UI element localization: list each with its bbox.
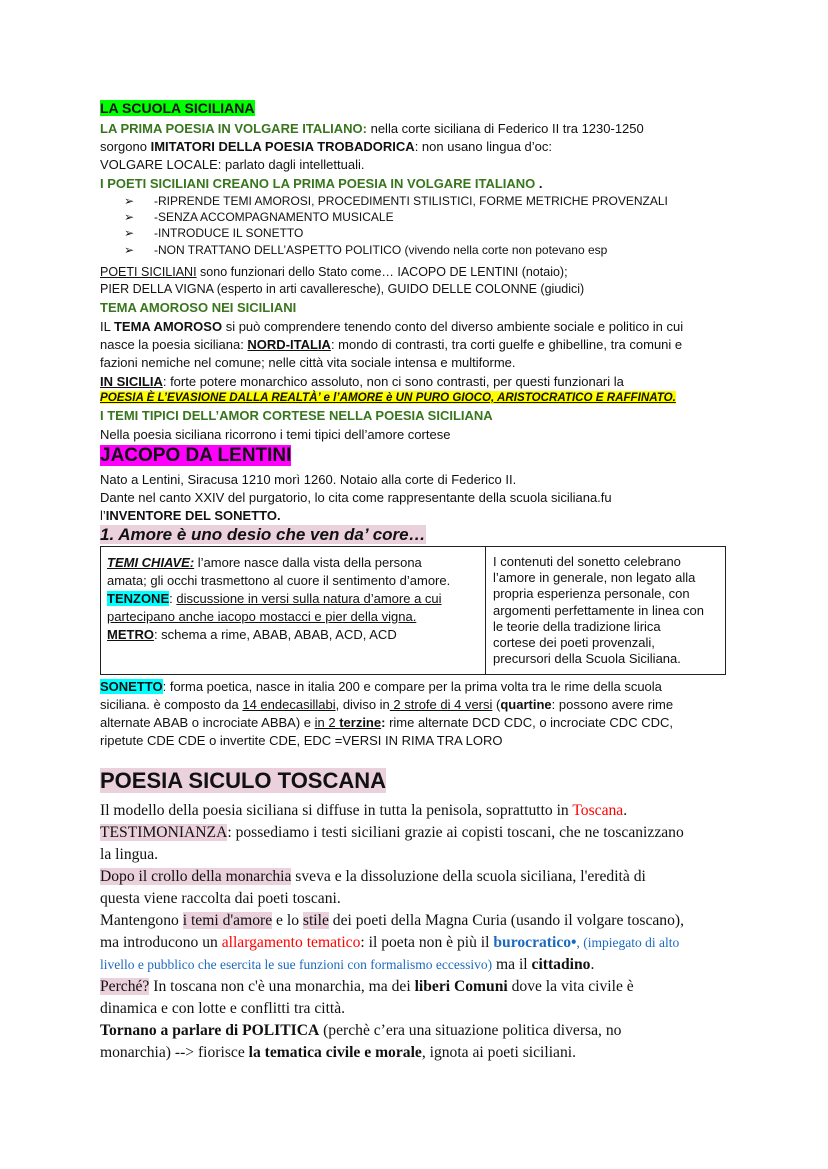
jacopo-line-2: Dante nel canto XXIV del purgatorio, lo cita come rappresentante della scuola siciliana.fu (100, 490, 612, 505)
tenzone-line-2: partecipano anche iacopo mostacci e pier della vigna. (107, 609, 417, 624)
siculo-p4: Dopo il crollo della monarchia sveva e la dissoluzione della scuola siciliana, l'eredità di (100, 868, 646, 885)
section-title-jacopo: JACOPO DA LENTINI (100, 445, 292, 466)
siculo-p5: questa viene raccolta dai poeti toscani. (100, 890, 341, 907)
table-divider (485, 547, 486, 674)
tema-line-3: fazioni nemiche nel comune; nelle città vita sociale intensa e multiforme. (100, 355, 516, 370)
section-title-siculo-toscana: POESIA SICULO TOSCANA (100, 768, 387, 793)
tenzone-line-1: TENZONE: discussione in versi sulla natura d’amore a cui (107, 591, 442, 606)
funzionari-line-1: POETI SICILIANI sono funzionari dello Stato come… IACOPO DE LENTINI (notaio); (100, 265, 568, 279)
right-cell-line: I contenuti del sonetto celebrano (493, 554, 681, 569)
table-cell-left (107, 554, 483, 644)
bullet-item: ➢ -SENZA ACCOMPAGNAMENTO MUSICALE (124, 210, 394, 224)
siculo-p2: TESTIMONIANZA: possediamo i testi siciliani grazie ai copisti toscani, che ne toscanizzano (100, 824, 684, 841)
arrow-bullet-icon: ➢ (124, 243, 135, 257)
temi-chiave-line-2: amata; gli occhi trasmettono al cuore il sentimento d’amore. (107, 573, 451, 588)
intro-line-1: LA PRIMA POESIA IN VOLGARE ITALIANO: nella corte siciliana di Federico II tra 1230-1250 (100, 121, 644, 136)
siculo-p8: livello e pubblico che esercita le sue funzioni con formalismo eccessivo) ma il cittadino. (100, 956, 595, 973)
right-cell-line: propria esperienza personale, con (493, 586, 690, 602)
section-title-scuola-siciliana: LA SCUOLA SICILIANA (100, 100, 255, 116)
sonetto-title: 1. Amore è uno desio che ven da’ core… (100, 525, 426, 544)
siculo-p6: Mantengono i temi d'amore e lo stile dei poeti della Magna Curia (usando il volgare toscano), (100, 912, 684, 929)
arrow-bullet-icon: ➢ (124, 210, 135, 224)
temi-tipici-heading: I TEMI TIPICI DELL’AMOR CORTESE NELLA POESIA SICILIANA (100, 408, 493, 423)
sonetto-def-line-1: SONETTO: forma poetica, nasce in italia 200 e compare per la prima volta tra le rime della scuola (100, 679, 662, 694)
intro-line-2: sorgono IMITATORI DELLA POESIA TROBADORICA: non usano lingua d’oc: (100, 139, 553, 154)
tema-line-1: IL TEMA AMOROSO si può comprendere tenendo conto del diverso ambiente sociale e politico in cui (100, 319, 684, 334)
funzionari-line-2: PIER DELLA VIGNA (esperto in arti cavalleresche), GUIDO DELLE COLONNE (giudici) (100, 282, 585, 296)
metro-line: METRO: schema a rime, ABAB, ABAB, ACD, ACD (107, 627, 397, 642)
evasione-highlight: POESIA È L’EVASIONE DALLA REALTÀ’ e l’AMORE è UN PURO GIOCO, ARISTOCRATICO E RAFFINATO. (100, 391, 676, 404)
jacopo-line-3: l’INVENTORE DEL SONETTO. (100, 508, 281, 523)
sonetto-def-line-4: ripetute CDE CDE o invertite CDE, EDC =VERSI IN RIMA TRA LORO (100, 733, 503, 748)
siculo-p10: dinamica e con lotte e conflitti tra città. (100, 1000, 346, 1017)
table-cell-right (493, 554, 721, 667)
siculo-p11: Tornano a parlare di POLITICA (perchè c’era una situazione politica diversa, no (100, 1022, 622, 1039)
sonetto-def-line-3: alternate ABAB o incrociate ABBA) e in 2 terzine: rime alternate DCD CDC, o incrociate CDC CDC, (100, 715, 673, 730)
bullet-item: ➢ -RIPRENDE TEMI AMOROSI, PROCEDIMENTI STILISTICI, FORME METRICHE PROVENZALI (124, 194, 668, 208)
poeti-heading: I POETI SICILIANI CREANO LA PRIMA POESIA IN VOLGARE ITALIANO . (100, 176, 543, 191)
siculo-p1: Il modello della poesia siciliana si diffuse in tutta la penisola, soprattutto in Toscana. (100, 802, 628, 819)
right-cell-line: cortese dei poeti provenzali, (493, 635, 655, 651)
right-cell-line: le teorie della tradizione lirica (493, 618, 661, 634)
siculo-p9: Perché? In toscana non c'è una monarchia, ma dei liberi Comuni dove la vita civile è (100, 978, 634, 995)
tema-amoroso-heading: TEMA AMOROSO NEI SICILIANI (100, 300, 297, 315)
right-cell-line: precursori della Scuola Siciliana. (493, 651, 681, 667)
intro-line-3: VOLGARE LOCALE: parlato dagli intellettuali. (100, 157, 365, 172)
right-cell-line: argomenti perfettamente in linea con (493, 602, 705, 618)
jacopo-line-1: Nato a Lentini, Siracusa 1210 morì 1260. Notaio alla corte di Federico II. (100, 472, 517, 487)
sonetto-def-line-2: siciliana. è composto da 14 endecasillabi, diviso in 2 strofe di 4 versi (quartine: possono avere rime (100, 697, 674, 712)
right-cell-line: l’amore in generale, non legato alla (493, 570, 696, 586)
arrow-bullet-icon: ➢ (124, 194, 135, 208)
temi-tipici-text: Nella poesia siciliana ricorrono i temi tipici dell’amore cortese (100, 427, 451, 442)
temi-chiave-line-1: TEMI CHIAVE: l’amore nasce dalla vista della persona (107, 555, 422, 570)
bullet-item: ➢ -NON TRATTANO DELL’ASPETTO POLITICO (vivendo nella corte non potevano esp (124, 243, 608, 257)
in-sicilia-line: IN SICILIA: forte potere monarchico assoluto, non ci sono contrasti, per questi funzionari la (100, 374, 624, 389)
arrow-bullet-icon: ➢ (124, 226, 135, 240)
sonetto-table (100, 546, 726, 675)
siculo-p3: la lingua. (100, 846, 159, 863)
siculo-p12: monarchia) --> fiorisce la tematica civile e morale, ignota ai poeti siciliani. (100, 1044, 576, 1061)
bullet-item: ➢ -INTRODUCE IL SONETTO (124, 226, 304, 240)
tema-line-2: nasce la poesia siciliana: NORD-ITALIA: mondo di contrasti, tra corti guelfe e ghibelline, tra comuni e (100, 337, 683, 352)
siculo-p7: ma introducono un allargamento tematico: il poeta non è più il burocratico•, (impiegato di alto (100, 934, 680, 951)
